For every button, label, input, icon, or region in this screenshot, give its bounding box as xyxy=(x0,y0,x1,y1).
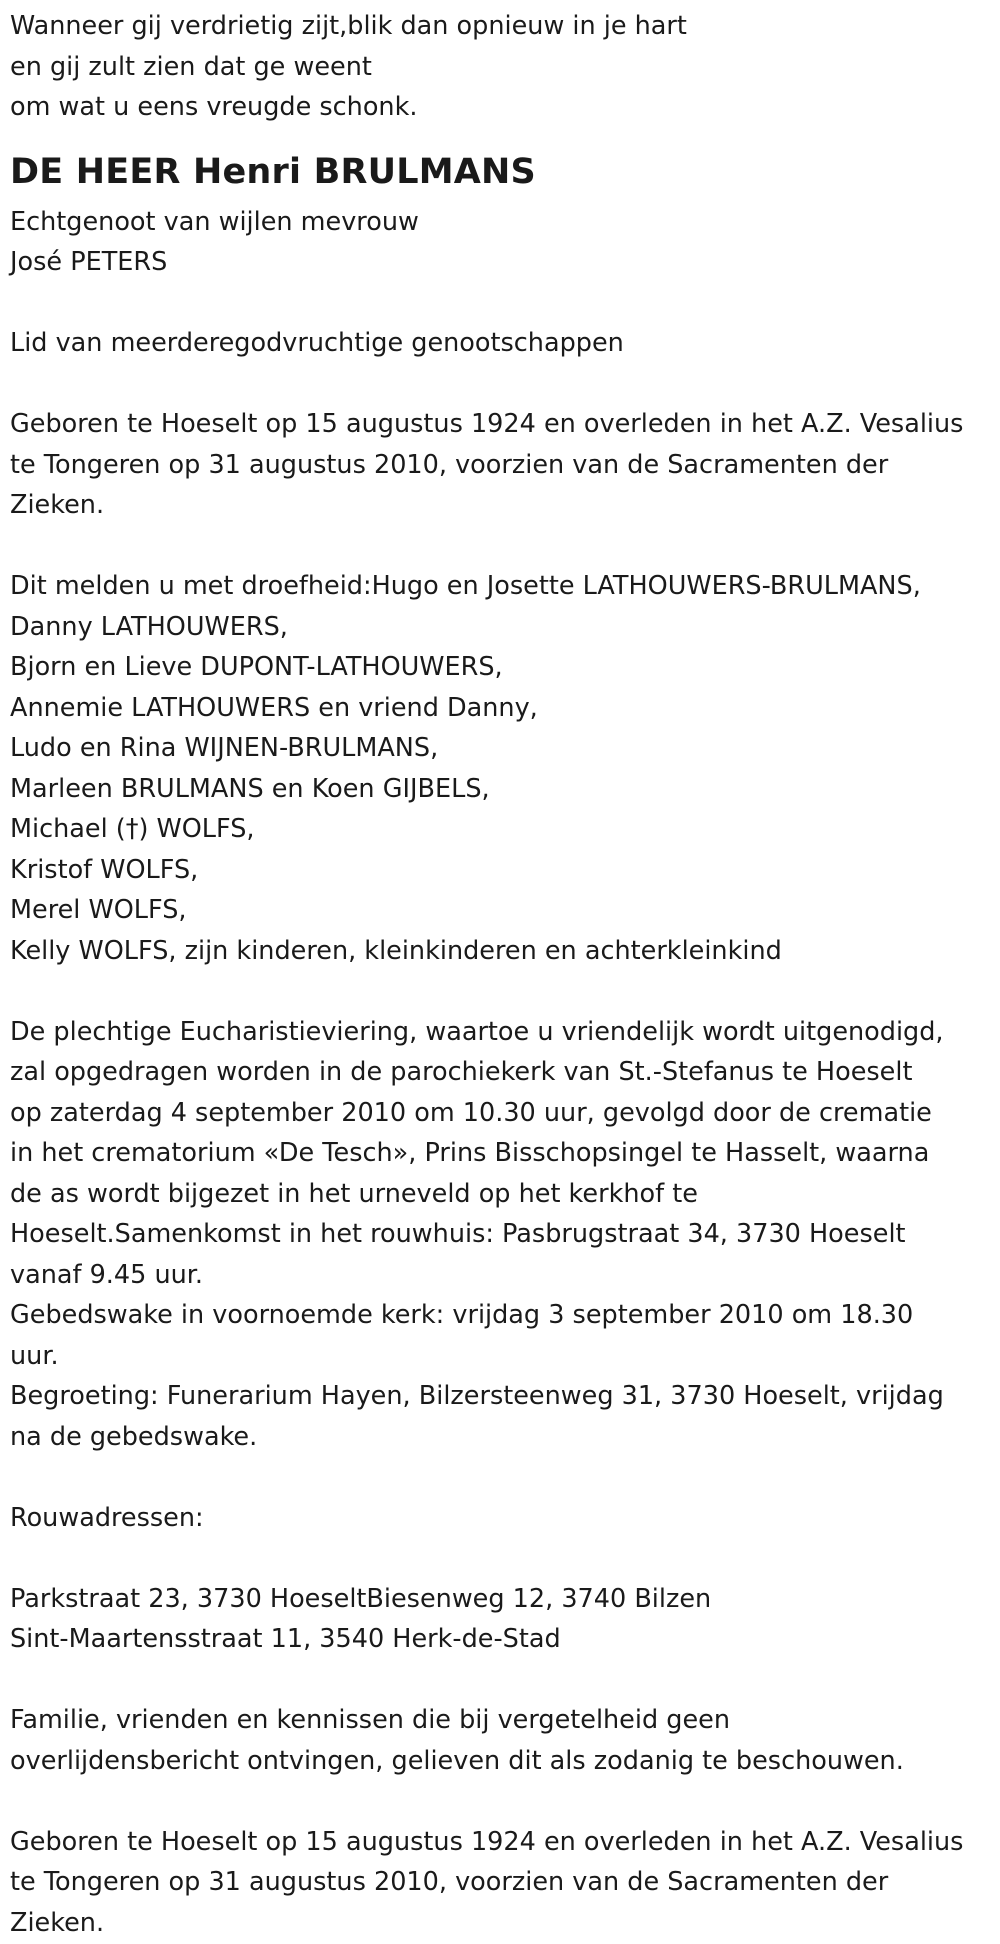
mourner-line: Bjorn en Lieve DUPONT-LATHOUWERS, xyxy=(10,652,503,682)
address-line: Sint-Maartensstraat 11, 3540 Herk-de-Stad xyxy=(10,1624,561,1654)
service-line: uur. xyxy=(10,1340,59,1371)
service-line: na de gebedswake. xyxy=(10,1421,258,1452)
deceased-name: DE HEER Henri BRULMANS xyxy=(10,151,536,192)
notice-text xyxy=(10,1700,990,1781)
birth-death-line: Geboren te Hoeselt op 15 augustus 1924 en overleden in het A.Z. Vesalius xyxy=(10,1826,964,1857)
spouse-info xyxy=(10,202,990,283)
mourner-line: Kelly WOLFS, zijn kinderen, kleinkinderen en achterkleinkind xyxy=(10,935,782,966)
service-line: Hoeselt.Samenkomst in het rouwhuis: Pasbrugstraat 34, 3730 Hoeselt xyxy=(10,1219,906,1249)
notice-line: overlijdensbericht ontvingen, gelieven dit als zodanig te beschouwen. xyxy=(10,1745,904,1776)
service-line: Gebedswake in voornoemde kerk: vrijdag 3 september 2010 om 18.30 xyxy=(10,1300,914,1330)
birth-death-line: te Tongeren op 31 augustus 2010, voorzien van de Sacramenten der xyxy=(10,1867,889,1897)
mourner-line: Danny LATHOUWERS, xyxy=(10,611,288,642)
address-line: Parkstraat 23, 3730 HoeseltBiesenweg 12, 3740 Bilzen xyxy=(10,1583,712,1614)
service-line: De plechtige Eucharistieviering, waartoe u vriendelijk wordt uitgenodigd, xyxy=(10,1016,944,1047)
service-line: op zaterdag 4 september 2010 om 10.30 uur, gevolgd door de crematie xyxy=(10,1097,932,1128)
birth-death-line: Geboren te Hoeselt op 15 augustus 1924 en overleden in het A.Z. Vesalius xyxy=(10,409,964,439)
mourner-line: Annemie LATHOUWERS en vriend Danny, xyxy=(10,692,538,723)
addresses-label: Rouwadressen: xyxy=(10,1502,204,1533)
service-line: in het crematorium «De Tesch», Prins Bisschopsingel te Hasselt, waarna xyxy=(10,1138,930,1168)
birth-death-line: Zieken. xyxy=(10,1907,105,1938)
mourner-line: Marleen BRULMANS en Koen GIJBELS, xyxy=(10,773,490,804)
addresses-list xyxy=(10,1579,990,1660)
notice-line: Familie, vrienden en kennissen die bij vergetelheid geen xyxy=(10,1705,730,1735)
spouse-line: José PETERS xyxy=(10,247,168,277)
birth-death-line: Zieken. xyxy=(10,490,105,520)
poem-line: om wat u eens vreugde schonk. xyxy=(10,92,418,122)
mourner-line: Kristof WOLFS, xyxy=(10,854,199,885)
poem xyxy=(10,6,990,128)
birth-death-info xyxy=(10,404,990,526)
mourners-list xyxy=(10,566,990,971)
membership-text: Lid van meerderegodvruchtige genootschappen xyxy=(10,328,624,358)
service-line: vanaf 9.45 uur. xyxy=(10,1259,204,1290)
service-line: zal opgedragen worden in de parochiekerk van St.-Stefanus te Hoeselt xyxy=(10,1057,913,1087)
spouse-line: Echtgenoot van wijlen mevrouw xyxy=(10,206,419,237)
service-line: Begroeting: Funerarium Hayen, Bilzersteenweg 31, 3730 Hoeselt, vrijdag xyxy=(10,1381,944,1411)
birth-death-line: te Tongeren op 31 augustus 2010, voorzien van de Sacramenten der xyxy=(10,449,889,480)
poem-line: en gij zult zien dat ge weent xyxy=(10,51,372,82)
service-line: de as wordt bijgezet in het urneveld op het kerkhof te xyxy=(10,1178,698,1209)
mourner-line: Merel WOLFS, xyxy=(10,895,187,925)
mourner-line: Michael (†) WOLFS, xyxy=(10,814,255,844)
mourner-line: Dit melden u met droefheid:Hugo en Josette LATHOUWERS-BRULMANS, xyxy=(10,571,921,601)
birth-death-info-repeat xyxy=(10,1822,990,1944)
poem-line: Wanneer gij verdrietig zijt,blik dan opnieuw in je hart xyxy=(10,11,687,41)
service-info xyxy=(10,1012,990,1458)
mourner-line: Ludo en Rina WIJNEN-BRULMANS, xyxy=(10,733,439,763)
